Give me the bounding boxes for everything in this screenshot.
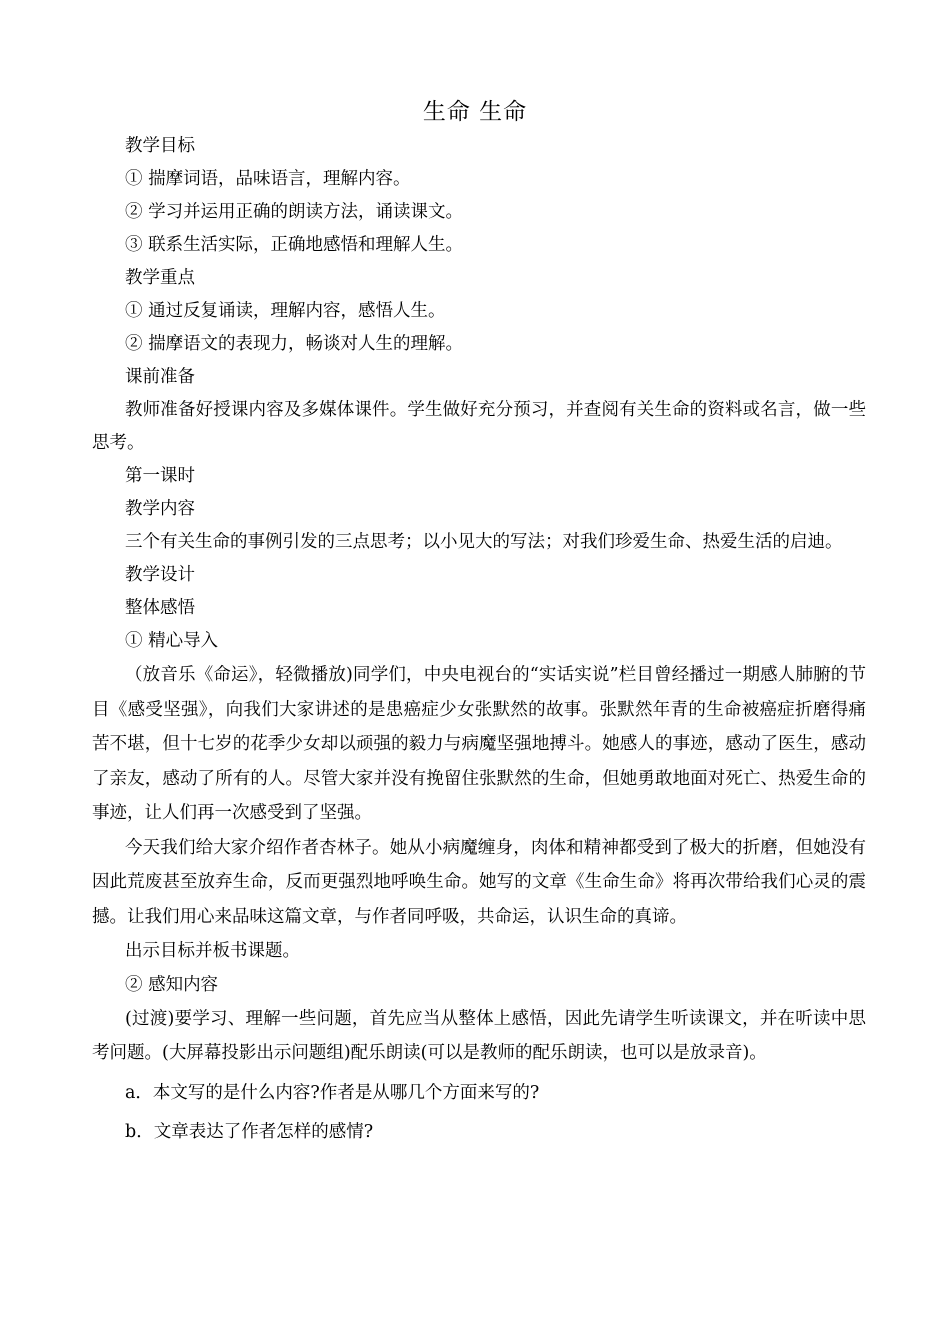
goal-item-1: ① 揣摩词语，品味语言，理解内容。 — [125, 169, 411, 189]
show-goals-paragraph: 出示目标并板书课题。 — [125, 941, 300, 961]
focus-item-1: ① 通过反复诵读，理解内容，感悟人生。 — [125, 301, 446, 321]
heading-teaching-focus: 教学重点 — [125, 268, 195, 288]
goal-item-3: ③ 联系生活实际，正确地感悟和理解人生。 — [125, 235, 464, 255]
heading-preparation: 课前准备 — [125, 367, 195, 387]
introduction-paragraph: （放音乐《命运》，轻微播放)同学们，中央电视台的“实话实说”栏目曾经播过一期感人肺腑的节目《感受坚强》，向我们大家讲述的是患癌症少女张默然的故事。张默然年青的生命被癌症折磨得痛苦不堪，但十七岁的花季少女却以顽强的毅力与病魔坚强地搏斗。她感人的事迹，感动了医生，感动了亲友，感动了所有的人。尽管大家并没有挽留住张默然的生命，但她勇敢地面对死亡、热爱生命的事迹，让人们再一次感受到了坚强。 — [92, 665, 866, 823]
heading-teaching-goals: 教学目标 — [125, 136, 195, 156]
heading-overall-perception: 整体感悟 — [125, 598, 195, 618]
heading-first-lesson: 第一课时 — [125, 466, 195, 486]
preparation-paragraph: 教师准备好授课内容及多媒体课件。学生做好充分预习，并查阅有关生命的资料或名言，做一些思考。 — [92, 400, 866, 453]
heading-introduction: ① 精心导入 — [125, 631, 219, 651]
teaching-content-paragraph: 三个有关生命的事例引发的三点思考；以小见大的写法；对我们珍爱生命、热爱生活的启迪。 — [125, 532, 843, 552]
document-title: 生命 生命 — [422, 99, 528, 125]
heading-teaching-design: 教学设计 — [125, 565, 195, 585]
heading-perceive-content: ② 感知内容 — [125, 974, 219, 995]
goal-item-2: ② 学习并运用正确的朗读方法，诵读课文。 — [125, 202, 464, 222]
author-paragraph: 今天我们给大家介绍作者杏林子。她从小病魔缠身，肉体和精神都受到了极大的折磨，但她没有因此荒废甚至放弃生命，反而更强烈地呼唤生命。她写的文章《生命生命》将再次带给我们心灵的震撼。让我们用心来品味这篇文章，与作者同呼吸，共命运，认识生命的真谛。 — [92, 837, 866, 927]
focus-item-2: ② 揣摩语文的表现力，畅谈对人生的理解。 — [125, 334, 464, 354]
question-b: b．文章表达了作者怎样的感情? — [125, 1121, 374, 1142]
document-body — [92, 130, 866, 1149]
heading-teaching-content: 教学内容 — [125, 499, 195, 519]
transition-paragraph: (过渡)要学习、理解一些问题，首先应当从整体上感悟，因此先请学生听读课文，并在听读中思考问题。(大屏幕投影出示问题组)配乐朗读(可以是教师的配乐朗读，也可以是放录音)。 — [92, 1008, 866, 1063]
question-a: a．本文写的是什么内容?作者是从哪几个方面来写的? — [125, 1082, 540, 1103]
